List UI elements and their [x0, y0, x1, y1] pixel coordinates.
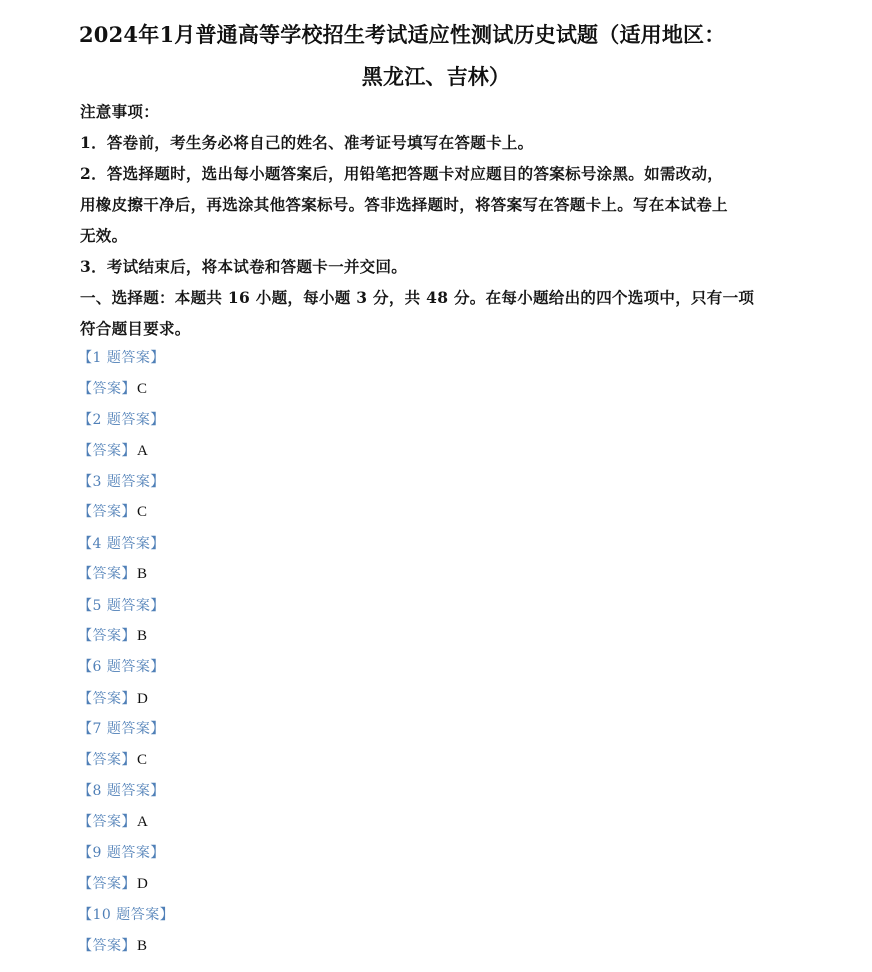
answer-value: C	[137, 381, 148, 397]
question-5-answer	[78, 625, 147, 645]
question-10-answer-heading: 【10 题答案】	[78, 907, 175, 923]
question-8-answer	[78, 811, 148, 831]
section-heading-continued: 符合题目要求。	[80, 319, 191, 338]
note-item-2-end: 无效。	[80, 226, 128, 245]
question-7-answer	[78, 749, 147, 769]
question-6-answer-heading: 【6 题答案】	[78, 659, 165, 675]
question-6-answer	[78, 688, 148, 708]
answer-value: A	[137, 443, 148, 459]
question-2-answer-heading: 【2 题答案】	[78, 412, 165, 428]
note-item-3: 3．考试结束后，将本试卷和答题卡一并交回。	[80, 257, 408, 276]
note-item-2-continued: 用橡皮擦干净后，再选涂其他答案标号。答非选择题时，将答案写在答题卡上。写在本试卷上	[80, 195, 728, 214]
question-8-answer-heading: 【8 题答案】	[78, 783, 165, 799]
answer-label: 【答案】	[78, 381, 136, 397]
note-item-1: 1．答卷前，考生务必将自己的姓名、准考证号填写在答题卡上。	[80, 133, 534, 152]
question-7-answer-heading: 【7 题答案】	[78, 721, 165, 737]
answer-label: 【答案】	[78, 566, 136, 582]
answer-label: 【答案】	[78, 752, 136, 768]
answer-label: 【答案】	[78, 628, 136, 644]
notes-heading: 注意事项：	[80, 102, 160, 121]
question-4-answer	[78, 563, 147, 583]
question-1-answer	[78, 378, 147, 398]
question-4-answer-heading: 【4 题答案】	[78, 536, 165, 552]
answer-value: B	[137, 566, 148, 582]
document-title-line-2: 黑龙江、吉林）	[361, 64, 511, 89]
document-title-line-1: 2024年1月普通高等学校招生考试适应性测试历史试题（适用地区：	[79, 22, 726, 47]
answer-label: 【答案】	[78, 691, 136, 707]
answer-value: A	[137, 814, 148, 830]
answer-value: C	[137, 504, 148, 520]
answer-label: 【答案】	[78, 504, 136, 520]
answer-label: 【答案】	[78, 938, 136, 954]
question-9-answer	[78, 873, 148, 893]
question-5-answer-heading: 【5 题答案】	[78, 598, 165, 614]
answer-label: 【答案】	[78, 814, 136, 830]
answer-value: C	[137, 752, 148, 768]
section-heading: 一、选择题：本题共 16 小题，每小题 3 分，共 48 分。在每小题给出的四个选项中，只有一项	[80, 288, 755, 307]
note-item-2: 2．答选择题时，选出每小题答案后，用铅笔把答题卡对应题目的答案标号涂黑。如需改动，	[80, 164, 724, 183]
answer-value: B	[137, 628, 148, 644]
question-10-answer	[78, 935, 147, 955]
answer-value: D	[137, 876, 148, 892]
answer-value: D	[137, 691, 148, 707]
question-9-answer-heading: 【9 题答案】	[78, 845, 165, 861]
question-2-answer	[78, 440, 148, 460]
answer-label: 【答案】	[78, 876, 136, 892]
question-3-answer-heading: 【3 题答案】	[78, 474, 165, 490]
answer-label: 【答案】	[78, 443, 136, 459]
question-1-answer-heading: 【1 题答案】	[78, 350, 165, 366]
question-3-answer	[78, 501, 147, 521]
answer-value: B	[137, 938, 148, 954]
